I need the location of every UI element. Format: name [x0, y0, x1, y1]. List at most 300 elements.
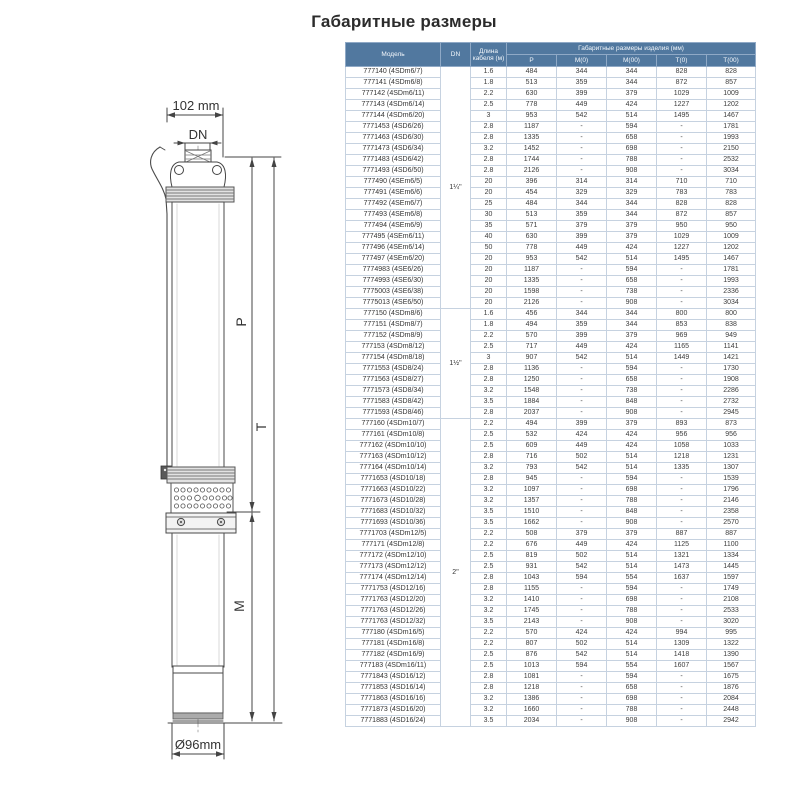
cell-p: 1744 — [507, 155, 557, 166]
table-row — [346, 694, 756, 705]
cell-t00: 1141 — [707, 342, 756, 353]
cell-m0: 502 — [557, 452, 607, 463]
cell-m0: - — [557, 287, 607, 298]
cell-m00: 594 — [607, 584, 657, 595]
cell-p: 1250 — [507, 375, 557, 386]
table-row — [346, 78, 756, 89]
cell-m0: - — [557, 584, 607, 595]
table-row — [346, 441, 756, 452]
cell-m00: 424 — [607, 441, 657, 452]
cell-model: 777173 (4SDm12/12) — [346, 562, 441, 573]
cell-cable-length: 2.2 — [471, 529, 507, 540]
cell-m00: 424 — [607, 540, 657, 551]
cell-p: 494 — [507, 320, 557, 331]
cell-m0: - — [557, 298, 607, 309]
cell-m0: - — [557, 606, 607, 617]
cell-m00: 698 — [607, 694, 657, 705]
cell-t00: 1749 — [707, 584, 756, 595]
cell-model: 777171 (4SDm12/8) — [346, 540, 441, 551]
cell-p: 1136 — [507, 364, 557, 375]
cell-cable-length: 20 — [471, 177, 507, 188]
cell-m00: 379 — [607, 419, 657, 430]
cell-t00: 2146 — [707, 496, 756, 507]
cell-t00: 1567 — [707, 661, 756, 672]
dim-102mm-label: 102 mm — [172, 98, 220, 113]
cell-m00: 514 — [607, 254, 657, 265]
cell-t0: - — [657, 694, 707, 705]
cell-t0: - — [657, 122, 707, 133]
cell-model: 7771683 (4SD10/32) — [346, 507, 441, 518]
cell-m00: 908 — [607, 166, 657, 177]
cell-model: 777492 (4SEm6/7) — [346, 199, 441, 210]
cell-model: 7771593 (4SD8/46) — [346, 408, 441, 419]
cell-t0: - — [657, 474, 707, 485]
cell-cable-length: 2.5 — [471, 551, 507, 562]
cell-m00: 554 — [607, 573, 657, 584]
cell-p: 1081 — [507, 672, 557, 683]
cell-m00: 788 — [607, 606, 657, 617]
cell-t00: 800 — [707, 309, 756, 320]
cell-cable-length: 2.8 — [471, 672, 507, 683]
cell-m00: 594 — [607, 364, 657, 375]
cell-t0: - — [657, 397, 707, 408]
cell-t00: 1100 — [707, 540, 756, 551]
cell-t00: 1307 — [707, 463, 756, 474]
cell-m0: - — [557, 507, 607, 518]
cell-m00: 788 — [607, 496, 657, 507]
cell-cable-length: 2.8 — [471, 133, 507, 144]
dim-t-label: T — [253, 422, 269, 432]
cell-m0: 424 — [557, 628, 607, 639]
cell-model: 777496 (4SEm6/14) — [346, 243, 441, 254]
cell-m0: 314 — [557, 177, 607, 188]
cell-m0: 542 — [557, 562, 607, 573]
cell-cable-length: 25 — [471, 199, 507, 210]
cell-m00: 379 — [607, 331, 657, 342]
cell-model: 777150 (4SDm8/6) — [346, 309, 441, 320]
cell-m0: 379 — [557, 221, 607, 232]
cell-t0: - — [657, 716, 707, 727]
cell-model: 777180 (4SDm16/5) — [346, 628, 441, 639]
cell-model: 7771673 (4SD10/28) — [346, 496, 441, 507]
cell-cable-length: 2.8 — [471, 573, 507, 584]
cell-model: 777141 (4SDm6/8) — [346, 78, 441, 89]
cell-cable-length: 2.2 — [471, 331, 507, 342]
cell-m0: 399 — [557, 331, 607, 342]
cell-m0: 344 — [557, 199, 607, 210]
cell-cable-length: 3.2 — [471, 606, 507, 617]
cell-cable-length: 3.2 — [471, 496, 507, 507]
dim-m-label: M — [231, 600, 247, 612]
cell-m0: - — [557, 265, 607, 276]
cell-t0: 1418 — [657, 650, 707, 661]
cell-p: 513 — [507, 78, 557, 89]
cell-t0: 950 — [657, 221, 707, 232]
cell-t0: 1058 — [657, 441, 707, 452]
cell-m00: 379 — [607, 221, 657, 232]
cell-m00: 908 — [607, 518, 657, 529]
cell-t0: - — [657, 584, 707, 595]
table-row — [346, 353, 756, 364]
table-row — [346, 342, 756, 353]
table-row — [346, 485, 756, 496]
cell-t00: 995 — [707, 628, 756, 639]
coupling-flange — [166, 513, 236, 533]
table-row — [346, 144, 756, 155]
cell-p: 1218 — [507, 683, 557, 694]
cell-m00: 908 — [607, 716, 657, 727]
cell-model: 777160 (4SDm10/7) — [346, 419, 441, 430]
cell-t0: 1125 — [657, 540, 707, 551]
cell-t00: 2358 — [707, 507, 756, 518]
cell-cable-length: 2.8 — [471, 584, 507, 595]
cell-t0: - — [657, 144, 707, 155]
cell-model: 777493 (4SEm6/8) — [346, 210, 441, 221]
table-row — [346, 408, 756, 419]
table-row — [346, 122, 756, 133]
col-header-cable: Длина кабеля (м) — [471, 43, 507, 67]
cell-cable-length: 2.2 — [471, 628, 507, 639]
cell-model: 777144 (4SDm6/20) — [346, 111, 441, 122]
cell-m0: - — [557, 694, 607, 705]
cell-m0: - — [557, 144, 607, 155]
cell-p: 1386 — [507, 694, 557, 705]
table-row — [346, 221, 756, 232]
table-row — [346, 276, 756, 287]
cell-m00: 658 — [607, 276, 657, 287]
cell-m0: - — [557, 276, 607, 287]
table-row — [346, 331, 756, 342]
cell-t00: 2945 — [707, 408, 756, 419]
cell-t0: 1495 — [657, 111, 707, 122]
col-header-m0: M(0) — [557, 55, 607, 67]
cell-p: 2037 — [507, 408, 557, 419]
table-row — [346, 628, 756, 639]
cell-model: 7771563 (4SD8/27) — [346, 375, 441, 386]
dimensions-table — [345, 42, 755, 727]
cell-cable-length: 30 — [471, 210, 507, 221]
table-row — [346, 474, 756, 485]
cell-cable-length: 3.2 — [471, 595, 507, 606]
cell-cable-length: 3.5 — [471, 507, 507, 518]
cell-m0: 399 — [557, 232, 607, 243]
table-row — [346, 551, 756, 562]
cell-p: 1155 — [507, 584, 557, 595]
cell-p: 807 — [507, 639, 557, 650]
table-row — [346, 243, 756, 254]
pump-body — [172, 202, 224, 468]
cell-t00: 828 — [707, 67, 756, 78]
cell-cable-length: 3.5 — [471, 518, 507, 529]
table-row — [346, 661, 756, 672]
cell-t0: 853 — [657, 320, 707, 331]
table-row — [346, 606, 756, 617]
cell-model: 7771693 (4SD10/36) — [346, 518, 441, 529]
table-row — [346, 430, 756, 441]
cell-model: 7771653 (4SD10/18) — [346, 474, 441, 485]
cell-t0: 1029 — [657, 89, 707, 100]
cell-cable-length: 3.2 — [471, 705, 507, 716]
cell-model: 7771853 (4SD16/14) — [346, 683, 441, 694]
cell-t0: 828 — [657, 67, 707, 78]
cell-model: 777491 (4SEm6/6) — [346, 188, 441, 199]
cell-m00: 788 — [607, 705, 657, 716]
cell-m0: 379 — [557, 529, 607, 540]
cell-p: 876 — [507, 650, 557, 661]
cell-m00: 424 — [607, 342, 657, 353]
cell-t00: 2732 — [707, 397, 756, 408]
cell-t00: 1421 — [707, 353, 756, 364]
cell-t00: 1009 — [707, 232, 756, 243]
cell-t00: 2448 — [707, 705, 756, 716]
cell-t00: 2942 — [707, 716, 756, 727]
cell-m0: 542 — [557, 254, 607, 265]
cell-p: 2034 — [507, 716, 557, 727]
table-row — [346, 573, 756, 584]
cell-t0: - — [657, 166, 707, 177]
cell-t0: - — [657, 518, 707, 529]
cell-cable-length: 3.5 — [471, 397, 507, 408]
cell-p: 1548 — [507, 386, 557, 397]
cell-t0: - — [657, 265, 707, 276]
cell-t0: 872 — [657, 78, 707, 89]
cell-t0: - — [657, 386, 707, 397]
cell-m0: - — [557, 705, 607, 716]
cell-t0: 1029 — [657, 232, 707, 243]
col-header-t0: T(0) — [657, 55, 707, 67]
dim-dn-label: DN — [188, 127, 208, 142]
cell-cable-length: 35 — [471, 221, 507, 232]
cell-m0: - — [557, 386, 607, 397]
cell-model: 7771843 (4SD16/12) — [346, 672, 441, 683]
cell-p: 1335 — [507, 276, 557, 287]
cell-model: 7771573 (4SD8/34) — [346, 386, 441, 397]
cell-t00: 1033 — [707, 441, 756, 452]
cell-t00: 1781 — [707, 122, 756, 133]
dimension-m — [250, 513, 255, 721]
cell-model: 7771483 (4SD6/42) — [346, 155, 441, 166]
cell-cable-length: 2.5 — [471, 562, 507, 573]
cell-t00: 828 — [707, 199, 756, 210]
cell-t00: 1390 — [707, 650, 756, 661]
cell-m0: 399 — [557, 89, 607, 100]
cell-m00: 738 — [607, 386, 657, 397]
cell-m00: 344 — [607, 199, 657, 210]
cell-m0: 359 — [557, 210, 607, 221]
cell-t0: 887 — [657, 529, 707, 540]
motor-body — [172, 533, 224, 721]
cell-p: 630 — [507, 89, 557, 100]
cell-t00: 3034 — [707, 298, 756, 309]
cell-t0: - — [657, 276, 707, 287]
cell-cable-length: 2.2 — [471, 639, 507, 650]
cell-m0: - — [557, 364, 607, 375]
cell-t0: 800 — [657, 309, 707, 320]
table-row — [346, 529, 756, 540]
cell-t0: 1495 — [657, 254, 707, 265]
cell-p: 484 — [507, 67, 557, 78]
cell-cable-length: 2.5 — [471, 100, 507, 111]
cell-t00: 1597 — [707, 573, 756, 584]
cell-cable-length: 50 — [471, 243, 507, 254]
cell-p: 1187 — [507, 265, 557, 276]
cell-model: 7771873 (4SD16/20) — [346, 705, 441, 716]
cell-cable-length: 2.5 — [471, 430, 507, 441]
cell-m0: - — [557, 595, 607, 606]
cell-t00: 949 — [707, 331, 756, 342]
cell-m00: 379 — [607, 89, 657, 100]
pump-head — [170, 162, 225, 187]
cell-m0: 449 — [557, 441, 607, 452]
cell-m00: 514 — [607, 111, 657, 122]
cell-p: 1187 — [507, 122, 557, 133]
cell-dn-group: 1½" — [441, 309, 471, 419]
table-row — [346, 155, 756, 166]
cell-m0: 344 — [557, 309, 607, 320]
cell-m0: 344 — [557, 67, 607, 78]
cell-t0: - — [657, 606, 707, 617]
cell-model: 777161 (4SDm10/8) — [346, 430, 441, 441]
cell-t0: 710 — [657, 177, 707, 188]
table-row — [346, 507, 756, 518]
cell-m00: 424 — [607, 100, 657, 111]
cell-model: 777162 (4SDm10/10) — [346, 441, 441, 452]
cell-m0: 542 — [557, 463, 607, 474]
cell-m00: 344 — [607, 210, 657, 221]
table-row — [346, 166, 756, 177]
cell-m0: 449 — [557, 100, 607, 111]
cell-m00: 594 — [607, 265, 657, 276]
cell-m00: 514 — [607, 562, 657, 573]
cell-cable-length: 20 — [471, 265, 507, 276]
cell-p: 793 — [507, 463, 557, 474]
table-row — [346, 67, 756, 78]
table-row — [346, 386, 756, 397]
cell-m00: 314 — [607, 177, 657, 188]
table-body — [346, 67, 756, 727]
cell-m00: 594 — [607, 672, 657, 683]
cell-m0: 449 — [557, 540, 607, 551]
cell-m00: 554 — [607, 661, 657, 672]
table-row — [346, 672, 756, 683]
cell-cable-length: 3.5 — [471, 716, 507, 727]
cell-m0: - — [557, 716, 607, 727]
cell-t0: 1449 — [657, 353, 707, 364]
cell-m0: - — [557, 155, 607, 166]
cell-t00: 1993 — [707, 133, 756, 144]
cell-cable-length: 20 — [471, 254, 507, 265]
cell-cable-length: 2.8 — [471, 166, 507, 177]
cell-t00: 1796 — [707, 485, 756, 496]
cell-model: 7771493 (4SD6/50) — [346, 166, 441, 177]
cell-t0: 994 — [657, 628, 707, 639]
cell-cable-length: 3.2 — [471, 463, 507, 474]
cell-m00: 344 — [607, 67, 657, 78]
cell-m00: 344 — [607, 320, 657, 331]
cell-m00: 658 — [607, 683, 657, 694]
cell-t00: 2286 — [707, 386, 756, 397]
cell-t0: - — [657, 672, 707, 683]
table-row — [346, 199, 756, 210]
cell-m0: - — [557, 122, 607, 133]
cell-model: 777494 (4SEm6/9) — [346, 221, 441, 232]
cell-t00: 873 — [707, 419, 756, 430]
cell-t00: 1009 — [707, 89, 756, 100]
cell-m00: 698 — [607, 144, 657, 155]
cell-t0: 1165 — [657, 342, 707, 353]
cell-t0: - — [657, 408, 707, 419]
cell-m0: 594 — [557, 573, 607, 584]
cell-cable-length: 2.2 — [471, 419, 507, 430]
cell-m0: 502 — [557, 551, 607, 562]
cell-m00: 514 — [607, 551, 657, 562]
cell-m00: 908 — [607, 617, 657, 628]
motor-end-band — [173, 713, 223, 719]
cell-t00: 1730 — [707, 364, 756, 375]
cell-model: 7771463 (4SD6/30) — [346, 133, 441, 144]
cell-t0: 893 — [657, 419, 707, 430]
cell-cable-length: 2.5 — [471, 342, 507, 353]
cell-p: 571 — [507, 221, 557, 232]
cell-t0: 1473 — [657, 562, 707, 573]
cell-t0: - — [657, 496, 707, 507]
cell-p: 513 — [507, 210, 557, 221]
cell-p: 907 — [507, 353, 557, 364]
cell-m00: 908 — [607, 408, 657, 419]
cell-m00: 329 — [607, 188, 657, 199]
table-row — [346, 595, 756, 606]
cell-dn-group: 2" — [441, 419, 471, 727]
cell-t0: 783 — [657, 188, 707, 199]
cell-t0: - — [657, 595, 707, 606]
table-row — [346, 100, 756, 111]
cell-model: 7771763 (4SD12/26) — [346, 606, 441, 617]
col-header-model: Модель — [346, 43, 441, 67]
cell-cable-length: 2.5 — [471, 441, 507, 452]
cell-model: 777182 (4SDm16/9) — [346, 650, 441, 661]
cell-m00: 698 — [607, 595, 657, 606]
cell-t00: 887 — [707, 529, 756, 540]
dimension-p — [250, 158, 255, 511]
dim-p-label: P — [233, 317, 249, 327]
cell-cable-length: 1.8 — [471, 78, 507, 89]
cell-m0: - — [557, 683, 607, 694]
cell-t0: - — [657, 287, 707, 298]
cell-t00: 2532 — [707, 155, 756, 166]
cell-model: 777164 (4SDm10/14) — [346, 463, 441, 474]
cell-t00: 1539 — [707, 474, 756, 485]
table-row — [346, 320, 756, 331]
cell-p: 484 — [507, 199, 557, 210]
cell-m0: - — [557, 166, 607, 177]
cell-m00: 594 — [607, 474, 657, 485]
cell-m00: 344 — [607, 78, 657, 89]
col-header-dims-group: Габаритные размеры изделия (мм) — [507, 43, 756, 55]
cell-cable-length: 2.8 — [471, 474, 507, 485]
cell-m0: 329 — [557, 188, 607, 199]
cell-m0: - — [557, 485, 607, 496]
cell-model: 7775003 (4SE6/38) — [346, 287, 441, 298]
cell-cable-length: 3 — [471, 353, 507, 364]
cell-cable-length: 3.2 — [471, 694, 507, 705]
cell-m0: 542 — [557, 650, 607, 661]
cell-t0: - — [657, 298, 707, 309]
cell-m0: 449 — [557, 342, 607, 353]
table-row — [346, 518, 756, 529]
cell-p: 630 — [507, 232, 557, 243]
dimension-t — [272, 158, 277, 721]
cell-t00: 1908 — [707, 375, 756, 386]
